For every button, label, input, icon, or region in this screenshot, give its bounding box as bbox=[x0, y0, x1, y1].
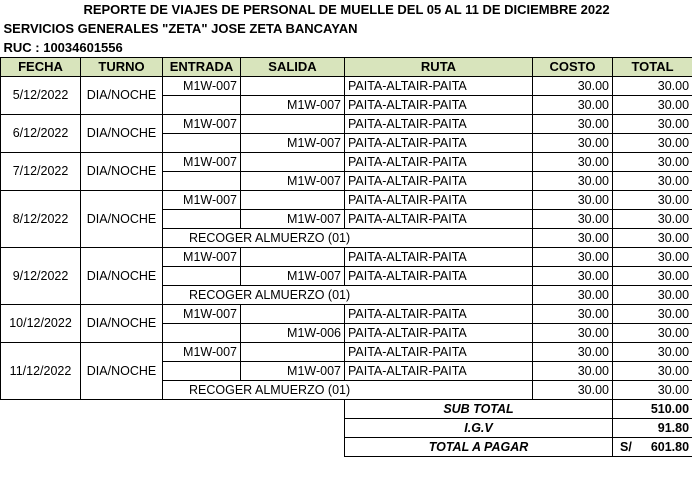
turno-cell: DIA/NOCHE bbox=[81, 152, 163, 190]
fecha-cell: 6/12/2022 bbox=[1, 114, 81, 152]
salida-cell bbox=[241, 342, 345, 361]
total-cell: 30.00 bbox=[613, 209, 692, 228]
costo-cell: 30.00 bbox=[533, 342, 613, 361]
entrada-cell: M1W-007 bbox=[163, 190, 241, 209]
ruta-cell: PAITA-ALTAIR-PAITA bbox=[345, 323, 533, 342]
costo-cell: 30.00 bbox=[533, 171, 613, 190]
table-row bbox=[1, 304, 692, 323]
summary-spacer bbox=[1, 418, 345, 437]
ruta-cell: PAITA-ALTAIR-PAITA bbox=[345, 209, 533, 228]
salida-cell: M1W-006 bbox=[241, 323, 345, 342]
total-cell: 30.00 bbox=[613, 304, 692, 323]
costo-cell: 30.00 bbox=[533, 323, 613, 342]
header-salida: SALIDA bbox=[241, 57, 345, 76]
costo-cell: 30.00 bbox=[533, 76, 613, 95]
pickup-cell: RECOGER ALMUERZO (01) bbox=[163, 228, 533, 247]
pickup-cell: RECOGER ALMUERZO (01) bbox=[163, 380, 533, 399]
costo-cell: 30.00 bbox=[533, 190, 613, 209]
turno-cell: DIA/NOCHE bbox=[81, 114, 163, 152]
total-cell: 30.00 bbox=[613, 247, 692, 266]
costo-cell: 30.00 bbox=[533, 304, 613, 323]
header-entrada: ENTRADA bbox=[163, 57, 241, 76]
header-fecha: FECHA bbox=[1, 57, 81, 76]
total-cell: 30.00 bbox=[613, 361, 692, 380]
salida-cell: M1W-007 bbox=[241, 171, 345, 190]
table-row bbox=[1, 342, 692, 361]
salida-cell bbox=[241, 304, 345, 323]
total-cell: 30.00 bbox=[613, 266, 692, 285]
ruta-cell: PAITA-ALTAIR-PAITA bbox=[345, 266, 533, 285]
igv-label: I.G.V bbox=[345, 418, 613, 437]
fecha-cell: 9/12/2022 bbox=[1, 247, 81, 304]
ruta-cell: PAITA-ALTAIR-PAITA bbox=[345, 342, 533, 361]
entrada-cell bbox=[163, 361, 241, 380]
total-cell: 30.00 bbox=[613, 133, 692, 152]
column-header-row bbox=[1, 57, 692, 76]
salida-cell: M1W-007 bbox=[241, 95, 345, 114]
table-row bbox=[1, 152, 692, 171]
entrada-cell: M1W-007 bbox=[163, 247, 241, 266]
entrada-cell: M1W-007 bbox=[163, 304, 241, 323]
header-costo: COSTO bbox=[533, 57, 613, 76]
total-cell: 30.00 bbox=[613, 152, 692, 171]
fecha-cell: 8/12/2022 bbox=[1, 190, 81, 247]
salida-cell: M1W-007 bbox=[241, 209, 345, 228]
ruta-cell: PAITA-ALTAIR-PAITA bbox=[345, 152, 533, 171]
turno-cell: DIA/NOCHE bbox=[81, 304, 163, 342]
costo-cell: 30.00 bbox=[533, 247, 613, 266]
total-cell: 30.00 bbox=[613, 228, 692, 247]
igv-value: 91.80 bbox=[613, 418, 692, 437]
summary-spacer bbox=[1, 437, 345, 456]
total-to-pay-label: TOTAL A PAGAR bbox=[345, 437, 613, 456]
costo-cell: 30.00 bbox=[533, 361, 613, 380]
costo-cell: 30.00 bbox=[533, 133, 613, 152]
ruta-cell: PAITA-ALTAIR-PAITA bbox=[345, 76, 533, 95]
costo-cell: 30.00 bbox=[533, 266, 613, 285]
salida-cell bbox=[241, 190, 345, 209]
table-row bbox=[1, 247, 692, 266]
costo-cell: 30.00 bbox=[533, 152, 613, 171]
entrada-cell bbox=[163, 95, 241, 114]
ruta-cell: PAITA-ALTAIR-PAITA bbox=[345, 133, 533, 152]
total-cell: 30.00 bbox=[613, 190, 692, 209]
header-ruta: RUTA bbox=[345, 57, 533, 76]
fecha-cell: 5/12/2022 bbox=[1, 76, 81, 114]
ruta-cell: PAITA-ALTAIR-PAITA bbox=[345, 247, 533, 266]
total-amount: 601.80 bbox=[650, 439, 690, 454]
ruta-cell: PAITA-ALTAIR-PAITA bbox=[345, 114, 533, 133]
salida-cell bbox=[241, 114, 345, 133]
entrada-cell: M1W-007 bbox=[163, 152, 241, 171]
costo-cell: 30.00 bbox=[533, 95, 613, 114]
costo-cell: 30.00 bbox=[533, 228, 613, 247]
salida-cell: M1W-007 bbox=[241, 266, 345, 285]
entrada-cell bbox=[163, 323, 241, 342]
header-total: TOTAL bbox=[613, 57, 692, 76]
turno-cell: DIA/NOCHE bbox=[81, 190, 163, 247]
subtotal-value: 510.00 bbox=[613, 399, 692, 418]
table-row bbox=[1, 190, 692, 209]
total-cell: 30.00 bbox=[613, 342, 692, 361]
total-cell: 30.00 bbox=[613, 76, 692, 95]
entrada-cell bbox=[163, 266, 241, 285]
table-row bbox=[1, 76, 692, 95]
total-to-pay-value bbox=[613, 437, 692, 456]
fecha-cell: 7/12/2022 bbox=[1, 152, 81, 190]
total-cell: 30.00 bbox=[613, 95, 692, 114]
report-title: REPORTE DE VIAJES DE PERSONAL DE MUELLE DEL 05 AL 11 DE DICIEMBRE 2022 bbox=[83, 2, 610, 17]
entrada-cell: M1W-007 bbox=[163, 114, 241, 133]
turno-cell: DIA/NOCHE bbox=[81, 76, 163, 114]
company-ruc: RUC : 10034601556 bbox=[3, 39, 123, 55]
ruta-cell: PAITA-ALTAIR-PAITA bbox=[345, 304, 533, 323]
salida-cell: M1W-007 bbox=[241, 361, 345, 380]
total-cell: 30.00 bbox=[613, 171, 692, 190]
fecha-cell: 10/12/2022 bbox=[1, 304, 81, 342]
ruta-cell: PAITA-ALTAIR-PAITA bbox=[345, 95, 533, 114]
total-cell: 30.00 bbox=[613, 323, 692, 342]
salida-cell bbox=[241, 247, 345, 266]
turno-cell: DIA/NOCHE bbox=[81, 247, 163, 304]
salida-cell bbox=[241, 76, 345, 95]
pickup-cell: RECOGER ALMUERZO (01) bbox=[163, 285, 533, 304]
total-cell: 30.00 bbox=[613, 114, 692, 133]
entrada-cell bbox=[163, 209, 241, 228]
table-row bbox=[1, 114, 692, 133]
salida-cell bbox=[241, 152, 345, 171]
ruta-cell: PAITA-ALTAIR-PAITA bbox=[345, 190, 533, 209]
ruta-cell: PAITA-ALTAIR-PAITA bbox=[345, 361, 533, 380]
fecha-cell: 11/12/2022 bbox=[1, 342, 81, 399]
ruta-cell: PAITA-ALTAIR-PAITA bbox=[345, 171, 533, 190]
header-turno: TURNO bbox=[81, 57, 163, 76]
currency-symbol: S/ bbox=[620, 439, 632, 454]
entrada-cell: M1W-007 bbox=[163, 342, 241, 361]
entrada-cell bbox=[163, 133, 241, 152]
company-name: SERVICIOS GENERALES "ZETA" JOSE ZETA BANCAYAN bbox=[3, 21, 358, 36]
salida-cell: M1W-007 bbox=[241, 133, 345, 152]
costo-cell: 30.00 bbox=[533, 380, 613, 399]
summary-spacer bbox=[1, 399, 345, 418]
total-cell: 30.00 bbox=[613, 285, 692, 304]
subtotal-label: SUB TOTAL bbox=[345, 399, 613, 418]
turno-cell: DIA/NOCHE bbox=[81, 342, 163, 399]
costo-cell: 30.00 bbox=[533, 114, 613, 133]
costo-cell: 30.00 bbox=[533, 209, 613, 228]
costo-cell: 30.00 bbox=[533, 285, 613, 304]
total-cell: 30.00 bbox=[613, 380, 692, 399]
entrada-cell bbox=[163, 171, 241, 190]
entrada-cell: M1W-007 bbox=[163, 76, 241, 95]
